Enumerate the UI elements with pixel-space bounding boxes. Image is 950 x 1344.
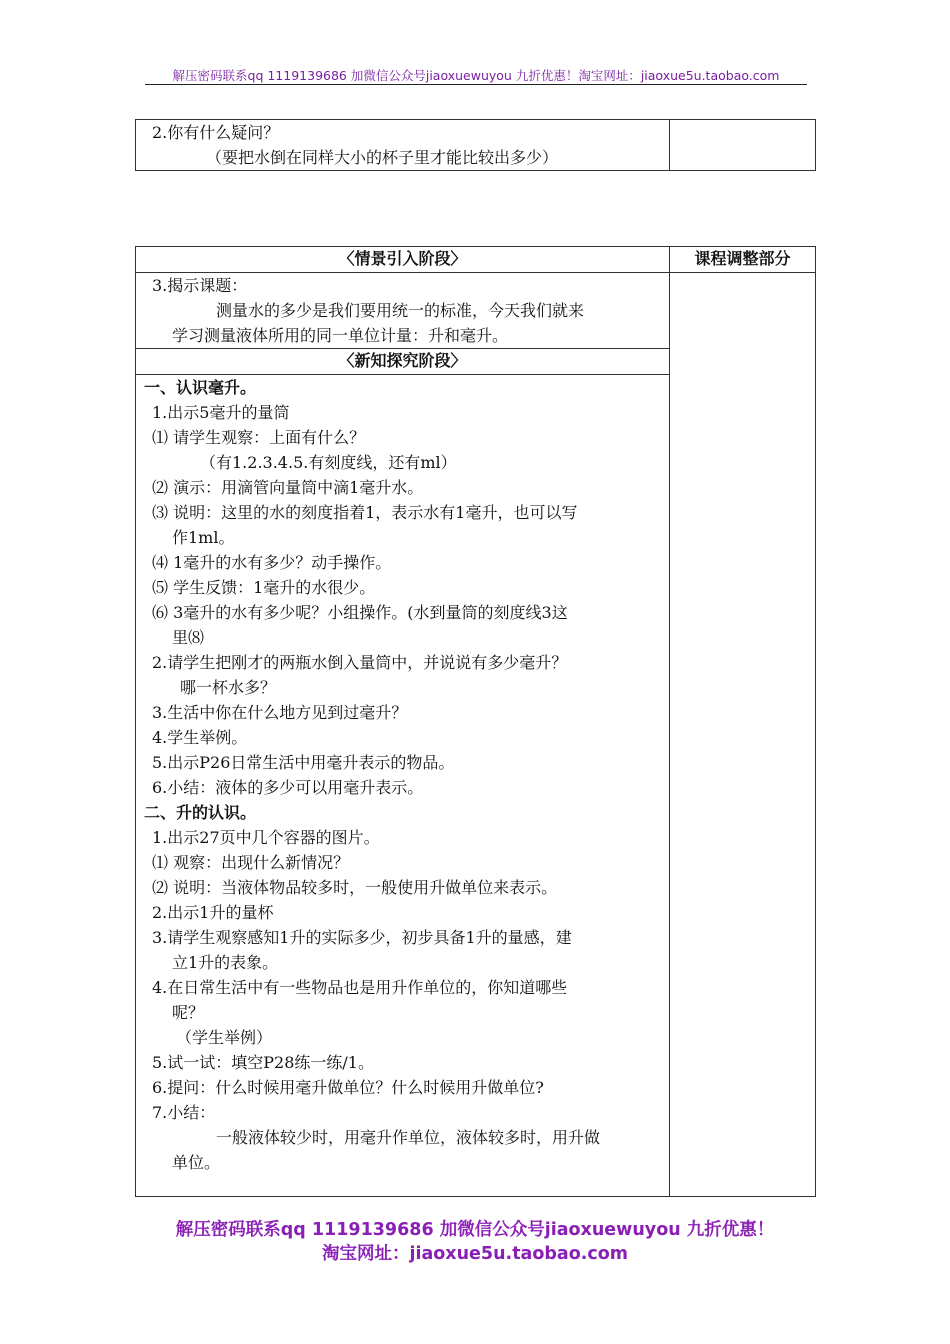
lesson-table-main xyxy=(135,246,816,1197)
section2-line: ⑹ 3毫升的水有多少呢？小组操作。(水到量筒的刻度线3这 xyxy=(152,603,568,622)
section2-content-cell xyxy=(136,375,670,1197)
top-banner: 解压密码联系qq 1119139686 加微信公众号jiaoxuewuyou 九折优惠！淘宝网址：jiaoxue5u.taobao.com xyxy=(172,68,780,83)
section1-line: 3.揭示课题： xyxy=(152,276,248,295)
section2-header-cell xyxy=(136,349,670,375)
question-line: 2.你有什么疑问？ xyxy=(152,123,280,142)
section2-line: （学生举例） xyxy=(176,1028,273,1047)
section1-line: 测量水的多少是我们要用统一的标准，今天我们就来 xyxy=(216,301,585,320)
lesson-table-top xyxy=(135,119,816,171)
footer-banner xyxy=(120,1218,830,1266)
adjust-header-cell xyxy=(670,247,816,273)
section1-title: 〈情景引入阶段〉 xyxy=(338,249,467,268)
section2-line: 4.在日常生活中有一些物品也是用升作单位的，你知道哪些 xyxy=(152,978,568,997)
section2-line: 7.小结： xyxy=(152,1103,216,1122)
section2-line: 6.提问：什么时候用毫升做单位？什么时候用升做单位? xyxy=(152,1078,544,1097)
section2-heading: 二、升的认识。 xyxy=(144,803,257,822)
section2-line: ⑵ 说明：当液体物品较多时，一般使用升做单位来表示。 xyxy=(152,878,558,897)
section2-line: 单位。 xyxy=(172,1153,221,1172)
section1-line: 学习测量液体所用的同一单位计量：升和毫升。 xyxy=(172,326,509,345)
section2-line: 立1升的表象。 xyxy=(172,953,279,972)
section2-line: 2.请学生把刚才的两瓶水倒入量筒中，并说说有多少毫升？ xyxy=(152,653,568,672)
section2-line: 3.生活中你在什么地方见到过毫升？ xyxy=(152,703,408,722)
section2-line: 一般液体较少时，用毫升作单位，液体较多时，用升做 xyxy=(216,1128,601,1147)
section2-line: （有1.2.3.4.5.有刻度线，还有ml） xyxy=(200,453,457,472)
question-cell xyxy=(136,120,670,171)
footer-line-2: 淘宝网址：jiaoxue5u.taobao.com xyxy=(321,1244,629,1264)
section2-line: ⑴ 观察：出现什么新情况？ xyxy=(152,853,350,872)
section2-line: ⑵ 演示：用滴管向量筒中滴1毫升水。 xyxy=(152,478,424,497)
adjust-content-cell xyxy=(670,273,816,1197)
header-rule xyxy=(145,84,807,85)
section2-line: ⑷ 1毫升的水有多少？动手操作。 xyxy=(152,553,392,572)
section2-line: 5.出示P26日常生活中用毫升表示的物品。 xyxy=(152,753,455,772)
section2-line: 作1ml。 xyxy=(172,528,235,547)
section2-line: 5.试一试：填空P28练一练/1。 xyxy=(152,1053,374,1072)
adjust-title: 课程调整部分 xyxy=(694,249,791,268)
section2-line: ⑶ 说明：这里的水的刻度指着1，表示水有1毫升，也可以写 xyxy=(152,503,578,522)
footer-line-1: 解压密码联系qq 1119139686 加微信公众号jiaoxuewuyou 九折优惠！ xyxy=(175,1220,775,1240)
adjust-cell-top xyxy=(670,120,816,171)
section2-line: 6.小结：液体的多少可以用毫升表示。 xyxy=(152,778,424,797)
section2-line: 2.出示1升的量杯 xyxy=(152,903,274,922)
section2-heading: 一、认识毫升。 xyxy=(144,378,257,397)
question-answer: （要把水倒在同样大小的杯子里才能比较出多少） xyxy=(206,148,559,167)
section2-line: ⑴ 请学生观察：上面有什么？ xyxy=(152,428,366,447)
section2-line: ⑸ 学生反馈：1毫升的水很少。 xyxy=(152,578,376,597)
section1-content-cell xyxy=(136,273,670,349)
section2-line: 3.请学生观察感知1升的实际多少，初步具备1升的量感，建 xyxy=(152,928,572,947)
section2-line: 1.出示5毫升的量筒 xyxy=(152,403,290,422)
section1-header-cell xyxy=(136,247,670,273)
section2-line: 4.学生举例。 xyxy=(152,728,248,747)
section2-line: 哪一杯水多？ xyxy=(180,678,277,697)
section2-title: 〈新知探究阶段〉 xyxy=(338,351,467,370)
section2-line: 里⑻ xyxy=(172,628,205,647)
section2-line: 呢？ xyxy=(172,1003,205,1022)
section2-line: 1.出示27页中几个容器的图片。 xyxy=(152,828,380,847)
